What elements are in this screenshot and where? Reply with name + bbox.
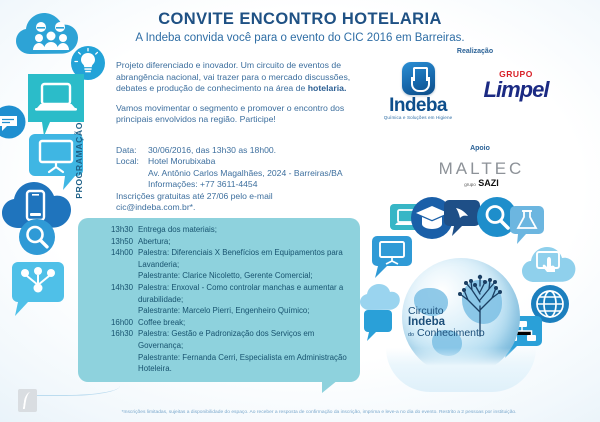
event-details bbox=[116, 145, 396, 213]
program-row bbox=[106, 352, 354, 375]
search-icon bbox=[18, 218, 56, 256]
brand-line-3-prefix: do bbox=[408, 332, 415, 338]
local-phone: Informações: +77 3611-4454 bbox=[148, 179, 258, 190]
program-time: 14h30 bbox=[111, 282, 133, 292]
page-subtitle: A Indeba convida você para o evento do CIC 2016 em Barreiras. bbox=[135, 32, 465, 44]
body-paragraph-1 bbox=[116, 60, 378, 95]
data-label: Data: bbox=[116, 145, 137, 155]
program-label: PROGRAMAÇÃO bbox=[74, 122, 84, 199]
circuito-brand-text bbox=[408, 306, 508, 341]
local-address: Av. Antônio Carlos Magalhães, 2024 - Barreiras/BA bbox=[148, 167, 343, 178]
hand-graphic bbox=[386, 348, 536, 392]
program-time bbox=[106, 352, 138, 375]
data-value: 30/06/2016, das 13h30 as 18h00. bbox=[148, 145, 277, 155]
chat-circle-icon bbox=[0, 105, 26, 139]
body-paragraph-2: Vamos movimentar o segmento e promover o encontro dos principais envolvidos na região. Participe! bbox=[116, 102, 345, 125]
footer-logo bbox=[18, 389, 37, 412]
program-text: Palestra: Diferenciais X Benefícios em Equipamentos para Lavanderia; bbox=[138, 248, 343, 269]
indeba-wordmark: Indeba bbox=[389, 95, 447, 116]
indeba-tagline: Química e Soluções em Higiene bbox=[383, 115, 453, 120]
realizacao-label: Realização bbox=[456, 48, 494, 55]
apoio-label: Apoio bbox=[470, 145, 490, 152]
local-label: Local: bbox=[116, 156, 139, 167]
program-row bbox=[106, 328, 354, 351]
maltec-logo bbox=[404, 160, 559, 190]
program-row bbox=[106, 282, 354, 305]
program-text: Entrega dos materiais; bbox=[138, 225, 217, 234]
body-copy bbox=[116, 60, 378, 134]
program-text: Coffee break; bbox=[138, 317, 186, 327]
program-text: Palestrante: Marcelo Pierri, Engenheiro Químico; bbox=[138, 306, 310, 316]
network-bubble-icon bbox=[8, 258, 70, 320]
program-time: 13h30 bbox=[111, 225, 133, 234]
program-time bbox=[106, 305, 138, 317]
program-time: 16h30 bbox=[111, 329, 133, 339]
program-text: Palestra: Enxoval - Como controlar manchas e aumentar a durabilidade; bbox=[138, 282, 344, 304]
brand-line-2: Indeba bbox=[408, 316, 446, 328]
program-text: Palestrante: Fernanda Cerri, Especialista em Administração Hoteleira. bbox=[138, 352, 347, 374]
program-time: 13h50 bbox=[111, 236, 133, 246]
program-time bbox=[106, 270, 138, 282]
brand-line-1: Circuito bbox=[408, 305, 444, 317]
blue-square-icon bbox=[362, 308, 396, 342]
limpel-wordmark: Limpel bbox=[483, 77, 549, 102]
program-time: 16h00 bbox=[111, 317, 133, 327]
body-paragraph-1-text: Projeto diferenciado e inovador. Um circuito de eventos de abrangência nacional, vai trazer para o mercado discussões, debates e produção de conhecimento na área de bbox=[116, 60, 351, 94]
cloud-touch-icon bbox=[520, 240, 576, 286]
indeba-flask-icon bbox=[402, 62, 435, 95]
limpel-prefix: GRUPO bbox=[499, 69, 533, 79]
footer-note: *Inscrições limitadas, sujeitas a disponibilidade do espaço. Ao receber a resposta de confirmação da inscrição, imprima e leve-a no dia do evento. Restrito a 2 pessoas por instituição. bbox=[121, 410, 517, 415]
circuito-artwork bbox=[380, 196, 600, 396]
brand-line-3-text: Conhecimento bbox=[417, 327, 485, 339]
program-time: 14h00 bbox=[111, 248, 133, 258]
program-row bbox=[106, 247, 354, 270]
signup-line-1: Inscrições gratuitas até 27/06 pelo e-mail bbox=[116, 190, 273, 201]
program-text: Palestra: Gestão e Padronização dos Serviços em Governança; bbox=[138, 329, 315, 350]
program-text: Abertura; bbox=[138, 236, 171, 246]
maltec-wordmark: MALTEC bbox=[438, 159, 525, 178]
program-row bbox=[106, 224, 354, 236]
page-title: CONVITE ENCONTRO HOTELARIA bbox=[158, 10, 442, 28]
limpel-logo bbox=[470, 70, 562, 101]
signup-email[interactable]: cic@indeba.com.br*. bbox=[116, 202, 196, 213]
indeba-logo bbox=[372, 62, 464, 120]
program-list bbox=[106, 224, 354, 375]
detail-row-data bbox=[116, 145, 396, 156]
program-row bbox=[106, 305, 354, 317]
brand-line-3 bbox=[408, 328, 508, 341]
body-paragraph-1-highlight: hotelaria. bbox=[307, 83, 347, 94]
program-row bbox=[106, 317, 354, 329]
image-rights-note bbox=[595, 0, 600, 18]
maltec-group-prefix: grupo bbox=[464, 182, 476, 187]
maltec-group-name: SAZI bbox=[478, 178, 499, 188]
local-value: Hotel Morubixaba bbox=[148, 156, 216, 167]
maltec-group bbox=[404, 178, 559, 190]
program-row bbox=[106, 236, 354, 248]
detail-row-local bbox=[116, 156, 396, 167]
program-row bbox=[106, 270, 354, 282]
whiteboard-bubble-icon bbox=[370, 234, 416, 282]
program-text: Palestrante: Clarice Nicoletto, Gerente Comercial; bbox=[138, 271, 313, 281]
